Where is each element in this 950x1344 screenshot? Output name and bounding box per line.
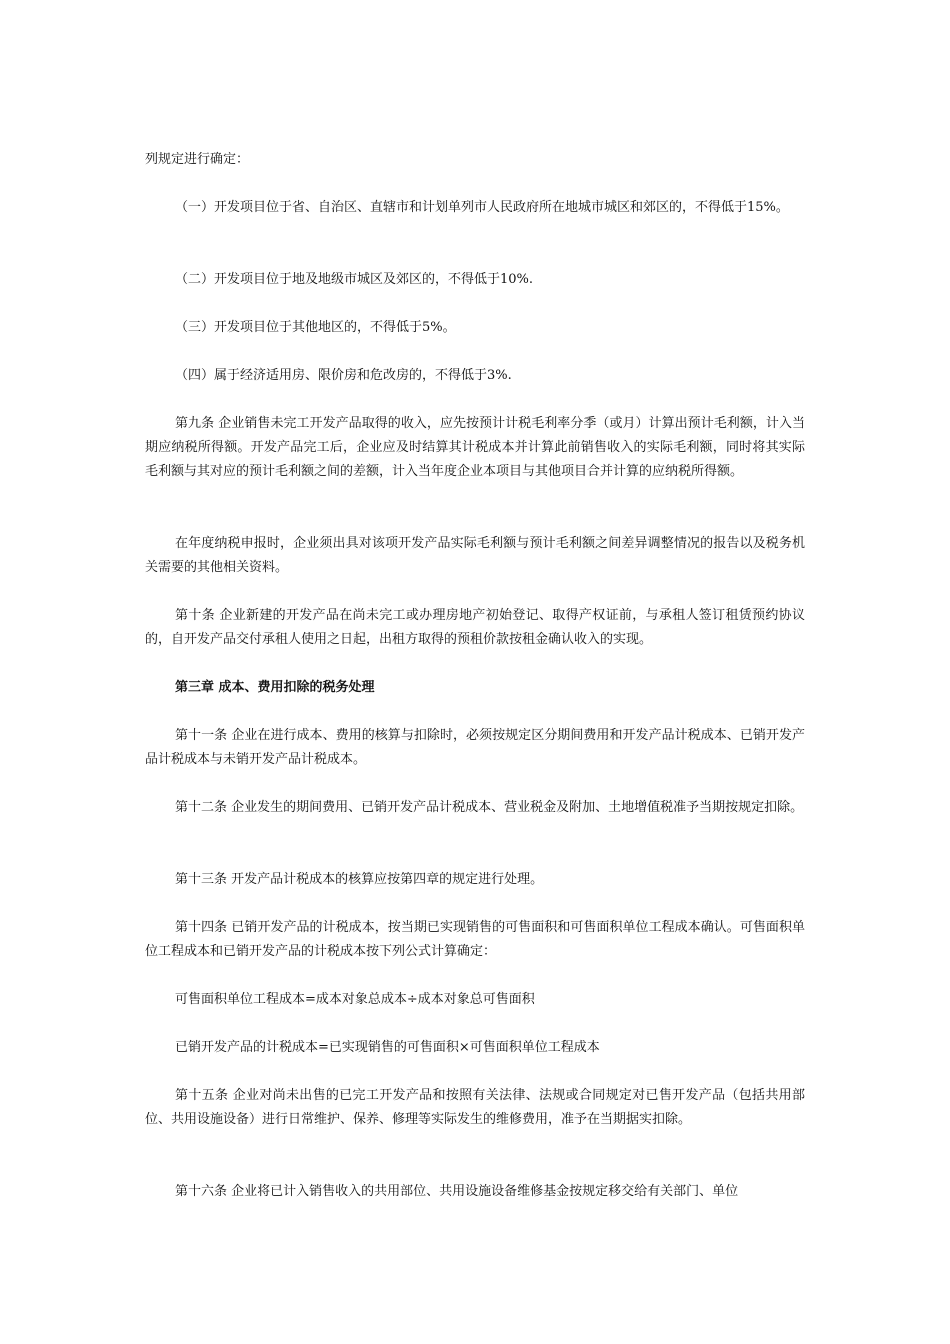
list-item-2: （二）开发项目位于地及地级市城区及郊区的，不得低于10%. (175, 272, 534, 287)
article-12: 第十二条 企业发生的期间费用、已销开发产品计税成本、营业税金及附加、土地增值税准予当期按规定扣除。 (175, 800, 804, 815)
article-16: 第十六条 企业将已计入销售收入的共用部位、共用设施设备维修基金按规定移交给有关部门、单位 (175, 1184, 739, 1199)
list-item-3: （三）开发项目位于其他地区的，不得低于5%。 (175, 320, 456, 335)
article-10: 第十条 企业新建的开发产品在尚未完工或办理房地产初始登记、取得产权证前，与承租人签订租赁预约协议的，自开发产品交付承租人使用之日起，出租方取得的预租价款按租金确认收入的实现。 (145, 608, 805, 647)
paragraph-continuation: 列规定进行确定： (145, 152, 250, 167)
list-item-1: （一）开发项目位于省、自治区、直辖市和计划单列市人民政府所在地城市城区和郊区的，不得低于15%。 (175, 200, 789, 215)
article-9: 第九条 企业销售未完工开发产品取得的收入，应先按预计计税毛利率分季（或月）计算出预计毛利额，计入当期应纳税所得额。开发产品完工后，企业应及时结算其计税成本并计算此前销售收入的实际毛利额，同时将其实际毛利额与其对应的预计毛利额之间的差额，计入当年度企业本项目与其他项目合并计算的应纳税所得额。 (145, 416, 805, 479)
article-9-paragraph-2: 在年度纳税申报时，企业须出具对该项开发产品实际毛利额与预计毛利额之间差异调整情况的报告以及税务机关需要的其他相关资料。 (145, 536, 805, 575)
article-13: 第十三条 开发产品计税成本的核算应按第四章的规定进行处理。 (175, 872, 544, 887)
list-item-4: （四）属于经济适用房、限价房和危改房的，不得低于3%. (175, 368, 512, 383)
formula-sold-cost: 已销开发产品的计税成本=已实现销售的可售面积×可售面积单位工程成本 (175, 1040, 600, 1055)
chapter-heading: 第三章 成本、费用扣除的税务处理 (175, 680, 375, 695)
article-15: 第十五条 企业对尚未出售的已完工开发产品和按照有关法律、法规或合同规定对已售开发产品（包括共用部位、共用设施设备）进行日常维护、保养、修理等实际发生的维修费用，准予在当期据实扣除。 (145, 1088, 805, 1127)
formula-unit-cost: 可售面积单位工程成本=成本对象总成本÷成本对象总可售面积 (175, 992, 535, 1007)
article-11: 第十一条 企业在进行成本、费用的核算与扣除时，必须按规定区分期间费用和开发产品计税成本、已销开发产品计税成本与未销开发产品计税成本。 (145, 728, 805, 767)
article-14: 第十四条 已销开发产品的计税成本，按当期已实现销售的可售面积和可售面积单位工程成本确认。可售面积单位工程成本和已销开发产品的计税成本按下列公式计算确定： (145, 920, 805, 959)
